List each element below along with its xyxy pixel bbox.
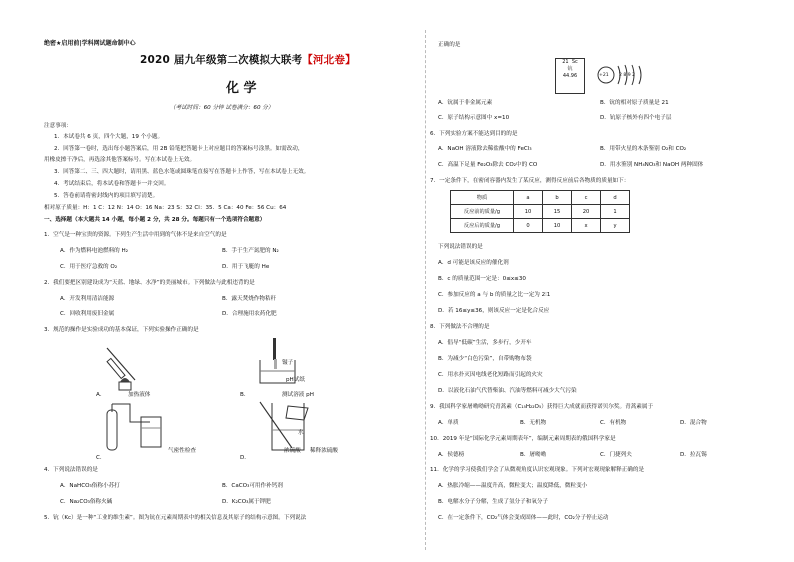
- table-cell: 10: [543, 219, 572, 233]
- question-5: 5．钪（Kc）是一种“工业的维生素”。图为钪在元素周期表中的相关信息及其原子的结构示意图。下列说法: [44, 515, 307, 521]
- figure-caption: 气密性检查: [168, 448, 196, 454]
- figure-callout: 水: [298, 430, 304, 436]
- question-6: 6．下列实验方案不能达到目的的是: [430, 131, 518, 137]
- question-9: 9．我国科学家屠呦呦研究青蒿素（C₁₅H₂₂O₅）获得巨大成就而获得诺贝尔奖。青蒿素属于: [430, 404, 654, 410]
- title-main: 2020 届九年级第二次模拟大联考: [140, 54, 303, 66]
- element-symbol: Sc: [571, 59, 578, 65]
- option: B．手于生产氮肥的 N₂: [222, 248, 279, 254]
- element-name: 钪: [567, 66, 573, 72]
- subject-heading: 化 学: [226, 81, 257, 96]
- option: D．钪原子核外有四个电子层: [600, 115, 672, 121]
- option: D．拉瓦锡: [680, 452, 707, 458]
- option: B．无机物: [520, 420, 547, 426]
- figure-callout: pH试纸: [286, 377, 305, 383]
- option: C．用水扑灭因电线老化短路而引起的火灾: [438, 372, 543, 378]
- option: D．用于飞艇的 He: [222, 264, 270, 270]
- atomic-masses: 相对原子质量：H：1 C：12 N：14 O：16 Na：23 S：32 Cl：35．5 Ca：40 Fe：56 Cu：64: [44, 205, 287, 211]
- option: C．回收利用废旧金属: [60, 311, 115, 317]
- element-card: [555, 58, 585, 94]
- option: B．为减少“白色污染”，自带购物布袋: [438, 356, 532, 362]
- option: A．d 可能是该反应的催化剂: [438, 260, 509, 266]
- option: A．单质: [438, 420, 459, 426]
- option: C．Na₂CO₃俗称火碱: [60, 499, 113, 505]
- table-cell: 10: [514, 205, 543, 219]
- option: C．原子结构示意图中 x=10: [438, 115, 510, 121]
- option: A．倡导“低碳”生活，多步行，少开车: [438, 340, 532, 346]
- option: D．K₂CO₃属于钾肥: [222, 499, 271, 505]
- option: A．NaHCO₃俗称小苏打: [60, 483, 120, 489]
- table-cell: 1: [601, 205, 630, 219]
- option: D．以液化石油气代替柴油、汽油等燃料可减少大气污染: [438, 388, 577, 394]
- table-cell: 反应前的质量/g: [451, 205, 514, 219]
- option: B．屠呦呦: [520, 452, 547, 458]
- option: D．合理施用农药化肥: [222, 311, 277, 317]
- dilute-acid-figure: [252, 400, 312, 455]
- figure-caption: 加热液体: [128, 392, 151, 398]
- atom-shells: 2 8 9 2: [619, 73, 636, 78]
- question-3: 3．规范的操作是实验成功的基本保证，下列实验操作正确的是: [44, 327, 199, 333]
- table-header-row: [451, 191, 630, 205]
- option: D．混合物: [680, 420, 707, 426]
- option: B．CaCO₃可用作补钙剂: [222, 483, 283, 489]
- column-divider: [425, 30, 426, 550]
- question-7-prompt: 下列说法错误的是: [438, 244, 483, 250]
- figure-label: B．: [240, 392, 250, 398]
- figure-label: C．: [96, 455, 106, 461]
- table-cell: 反应后的质量/g: [451, 219, 514, 233]
- option: A．钪属于非金属元素: [438, 100, 493, 106]
- table-cell: 15: [543, 205, 572, 219]
- option: B．c 的质量范围一定是：0≤x≤30: [438, 276, 526, 282]
- table-header: a: [514, 191, 543, 205]
- notice-line: 用橡皮擦干净后，再选涂其他答案标号。写在本试卷上无效。: [44, 157, 196, 163]
- question-4: 4．下列说法错误的是: [44, 467, 98, 473]
- table-row: [451, 205, 630, 219]
- exam-info: （考试时间：60 分钟 试卷满分：60 分）: [170, 105, 274, 111]
- notice-line: 5．答卷前请将密封线内的项目填写清楚。: [54, 193, 159, 199]
- section-one-heading: 一、选择题（本大题共 14 小题，每小题 2 分，共 28 分。每题只有一个选项符合题意）: [44, 217, 266, 223]
- title-region: 【河北卷】: [302, 54, 356, 66]
- option: A．热胀冷缩——温度升高，微粒变大；温度降低，微粒变小: [438, 483, 588, 489]
- option: C．门捷列夫: [600, 452, 632, 458]
- question-8: 8．下列做法不合理的是: [430, 324, 490, 330]
- figure-callout: 镊子: [282, 360, 294, 366]
- table-header: d: [601, 191, 630, 205]
- notice-line: 4．考试结束后，将本试卷和答题卡一并交回。: [54, 181, 170, 187]
- option: A．作为燃料电池燃料的 H₂: [60, 248, 128, 254]
- option: B．露天焚烧作物秸秆: [222, 296, 277, 302]
- element-number: 21: [562, 59, 569, 65]
- question-10: 10．2019 年是“国际化学元素周期表年”，编制元素周期表的俄国科学家是: [430, 436, 616, 442]
- option: B．钪的相对原子质量是 21: [600, 100, 669, 106]
- question-2: 2．我们要把区别建设成为“天蓝、地绿、水净”的美丽城市。下列做法与此相违背的是: [44, 280, 255, 286]
- notice-line: 3．回答第二、三、四大题时，请用黑、蓝色水笔或圆珠笔直接写在答题卡上作答，写在本试卷上无效。: [54, 169, 310, 175]
- airtightness-figure: [95, 402, 170, 457]
- table-header: c: [572, 191, 601, 205]
- table-cell: 20: [572, 205, 601, 219]
- confidential-stamp: 绝密★启用前|学科网试题命制中心: [44, 40, 136, 47]
- table-row: [451, 219, 630, 233]
- option: C．用于医疗急救的 O₂: [60, 264, 118, 270]
- question-1: 1．空气是一种宝贵的资源。下列生产生活中用到的气体不是来自空气的是: [44, 232, 227, 238]
- option: D．用水鉴别 NH₄NO₃和 NaOH 两种固体: [600, 162, 704, 168]
- reaction-table: [450, 190, 630, 233]
- option: A．开发利用清洁能源: [60, 296, 115, 302]
- heating-liquid-figure: [95, 338, 155, 393]
- option: B．用带火星的木条鉴别 O₂和 CO₂: [600, 146, 687, 152]
- option: C．在一定条件下，CO₂气体会变成固体——此时，CO₂分子停止运动: [438, 515, 609, 521]
- question-7: 7．一定条件下，在密闭容器内发生了某反应，测得反应前后各物质的质量如下：: [430, 178, 630, 184]
- figure-label: A．: [96, 392, 106, 398]
- table-cell: 0: [514, 219, 543, 233]
- option: C．有机物: [600, 420, 627, 426]
- table-cell: y: [601, 219, 630, 233]
- table-header: 物质: [451, 191, 514, 205]
- table-header: b: [543, 191, 572, 205]
- figure-caption: 稀释浓硫酸: [310, 448, 338, 454]
- notice-heading: 注意事项：: [44, 123, 72, 129]
- figure-label: D．: [240, 455, 250, 461]
- atom-nucleus: +21: [599, 73, 609, 78]
- option: D．若 16≤y≤36，则该反应一定是化合反应: [438, 308, 550, 314]
- option: C．高温下足量 Fe₂O₃除去 CO₂中的 CO: [438, 162, 538, 168]
- notice-line: 1．本试卷共 6 页，四个大题，19 个小题。: [54, 134, 164, 140]
- figure-caption: 测试溶液 pH: [282, 392, 314, 398]
- element-mass: 44.96: [562, 73, 578, 79]
- option: B．电解水分子分解，生成了氢分子和氧分子: [438, 499, 549, 505]
- question-5-cont: 正确的是: [438, 42, 461, 48]
- notice-line: 2．回答第一卷时，选出每小题答案后，用 2B 铅笔把答题卡上对应题目的答案标号涂黑。如需改动，: [54, 146, 304, 152]
- page-title: [140, 52, 356, 67]
- option: A．侯德榜: [438, 452, 465, 458]
- table-cell: x: [572, 219, 601, 233]
- figure-callout: 浓硫酸: [284, 448, 301, 454]
- question-11: 11．化学的学习使我们学会了从微观角度认识宏观现象。下列对宏观现象解释正确的是: [430, 467, 645, 473]
- option: C．参加反应的 a 与 b 的质量之比一定为 2∶1: [438, 292, 551, 298]
- option: A．NaOH 溶液除去稀盐酸中的 FeCl₃: [438, 146, 532, 152]
